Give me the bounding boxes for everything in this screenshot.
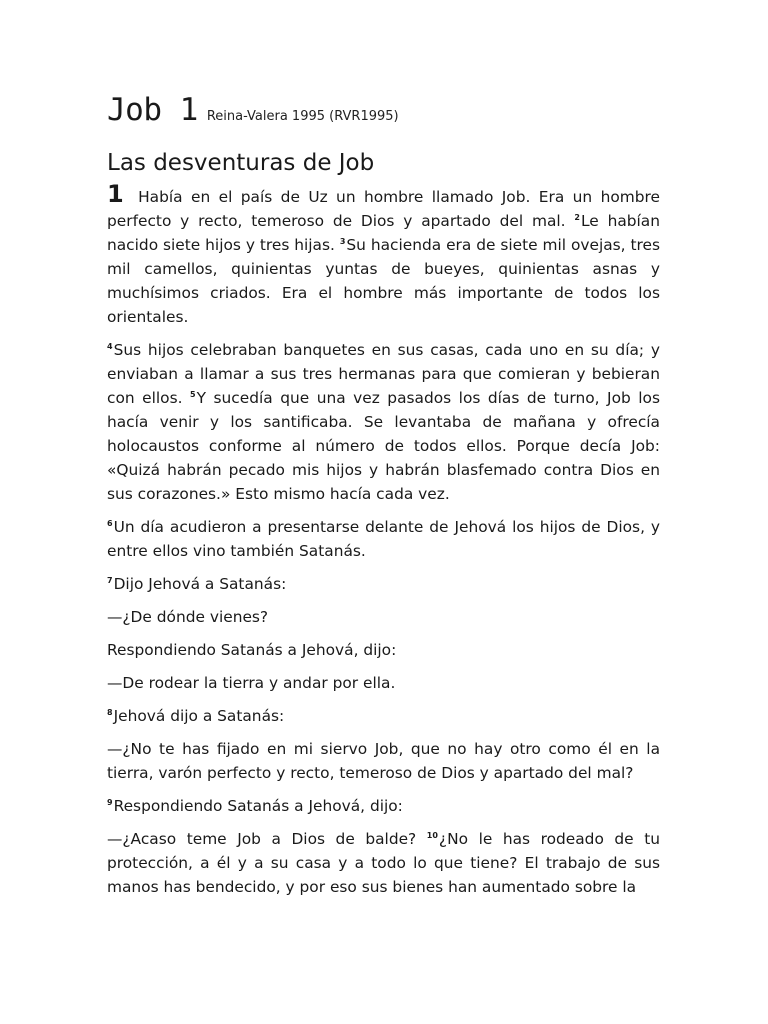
paragraph-3 <box>107 515 660 563</box>
paragraph-6 <box>107 638 660 662</box>
verse-text: Dijo Jehová a Satanás: <box>113 575 287 593</box>
verse-number: 4 <box>107 342 113 351</box>
document-page <box>107 92 660 908</box>
chapter-number: 1 <box>107 180 124 208</box>
verse-number: 7 <box>107 576 113 585</box>
verse-text: Un día acudieron a presentarse delante de Jehová los hijos de Dios, y entre ellos vino también Satanás. <box>107 518 660 560</box>
book-title: Job 1 <box>107 92 198 128</box>
paragraph-4 <box>107 572 660 596</box>
paragraph-5 <box>107 605 660 629</box>
paragraph-10 <box>107 794 660 818</box>
verse-number: 10 <box>426 831 438 840</box>
verse-text: Y sucedía que una vez pasados los días de turno, Job los hacía venir y los santificaba. Se levantaba de mañana y ofrecía holocaustos conforme al número de todos ellos. Porque decía Job: «Quizá habrán pecado mis hijos y habrán blasfemado contra Dios en sus corazones.» Esto mismo hacía cada vez. <box>107 389 660 503</box>
dialogue-text: —De rodear la tierra y andar por ella. <box>107 674 396 692</box>
version-label: Reina-Valera 1995 (RVR1995) <box>206 109 399 124</box>
paragraph-11 <box>107 827 660 899</box>
verse-number: 5 <box>190 390 196 399</box>
verse-number: 6 <box>107 519 113 528</box>
dialogue-text: —¿De dónde vienes? <box>107 608 269 626</box>
title-row <box>107 92 660 128</box>
verse-text: Su hacienda era de siete mil ovejas, tres mil camellos, quinientas yuntas de bueyes, quinientas asnas y muchísimos criados. Era el hombre más importante de todos los orientales. <box>107 236 660 326</box>
verse-text: ¿No le has rodeado de tu protección, a él y a su casa y a todo lo que tiene? El trabajo de sus manos has bendecido, y por eso sus bienes han aumentado sobre la <box>107 830 660 896</box>
paragraph-8 <box>107 704 660 728</box>
verse-text: Le habían nacido siete hijos y tres hijas. <box>107 212 660 254</box>
verse-text: Había en el país de Uz un hombre llamado Job. Era un hombre perfecto y recto, temeroso de Dios y apartado del mal. <box>107 188 660 230</box>
verse-number: 3 <box>339 237 346 246</box>
paragraph-1 <box>107 180 660 329</box>
verse-number: 8 <box>107 708 113 717</box>
paragraph-9 <box>107 737 660 785</box>
verse-number: 9 <box>107 798 113 807</box>
paragraph-2 <box>107 338 660 506</box>
verse-text: Respondiendo Satanás a Jehová, dijo: <box>113 797 403 815</box>
dialogue-text: —¿No te has fijado en mi siervo Job, que no hay otro como él en la tierra, varón perfecto y recto, temeroso de Dios y apartado del mal? <box>107 740 660 782</box>
paragraph-7 <box>107 671 660 695</box>
verse-number: 2 <box>574 213 580 222</box>
verse-text: Jehová dijo a Satanás: <box>113 707 285 725</box>
verse-text: Sus hijos celebraban banquetes en sus casas, cada uno en su día; y enviaban a llamar a sus tres hermanas para que comieran y bebieran con ellos. <box>107 341 660 407</box>
dialogue-text: —¿Acaso teme Job a Dios de balde? <box>107 830 417 848</box>
section-heading: Las desventuras de Job <box>107 150 375 176</box>
narration-text: Respondiendo Satanás a Jehová, dijo: <box>107 641 397 659</box>
